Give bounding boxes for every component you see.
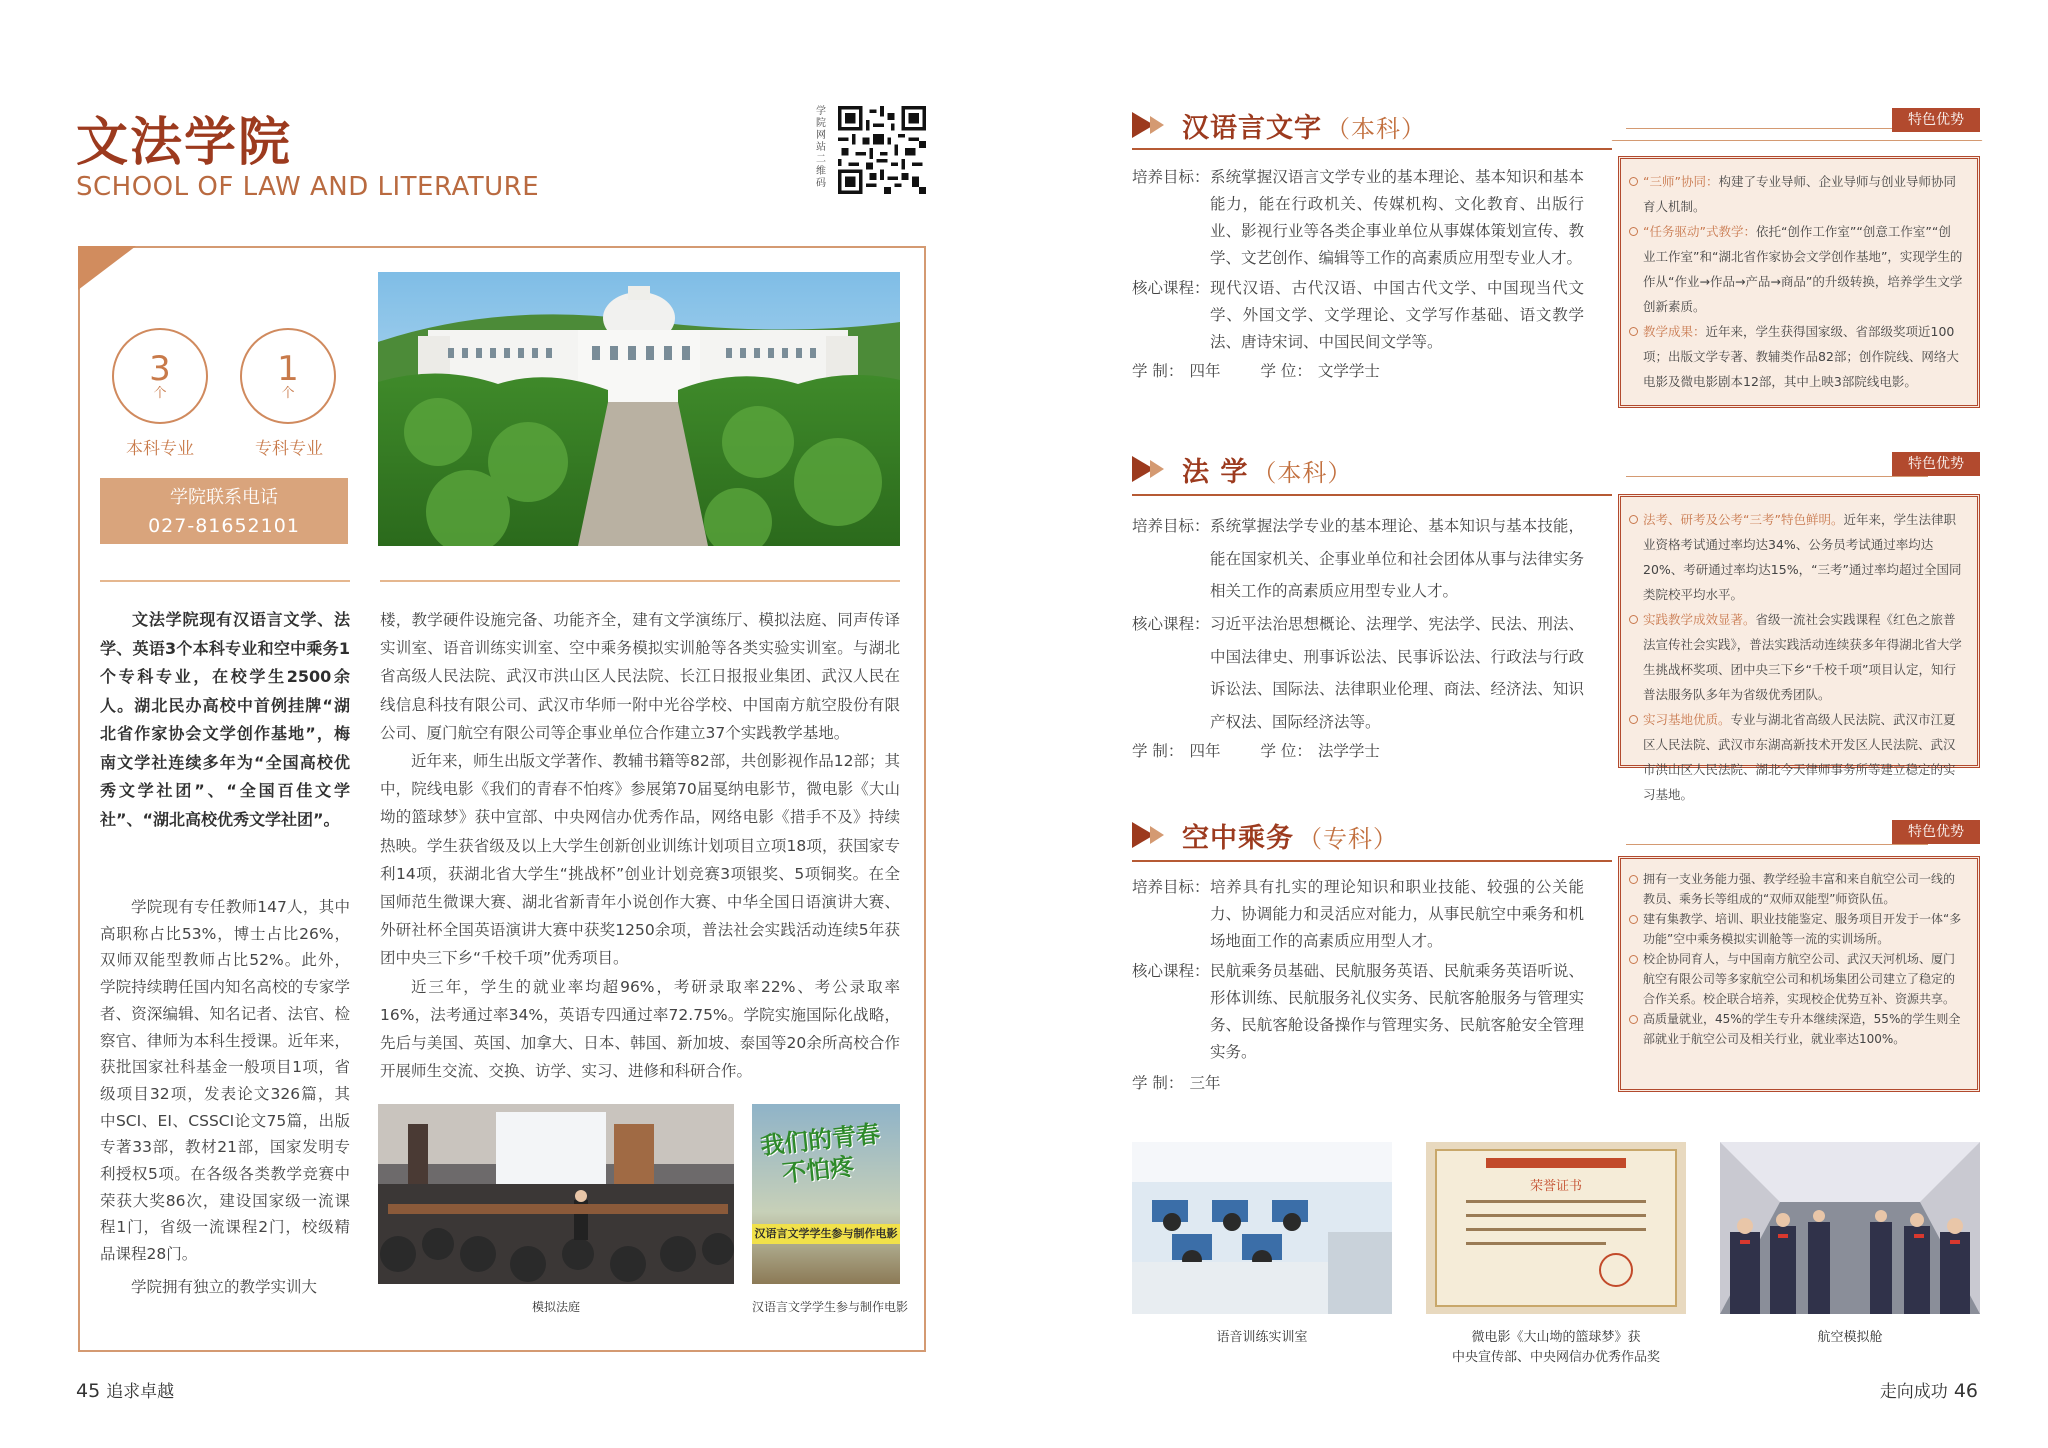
poster-title: 不怕疼 <box>780 1152 856 1188</box>
duration-value: 四年 <box>1189 742 1221 760</box>
row-label: 学 制： <box>1132 362 1184 380</box>
feature-text: 建有集教学、培训、职业技能鉴定、服务项目开发于一体“多功能”空中乘务模拟实训舱等一流的实训场所。 <box>1643 912 1962 946</box>
photo-caption: 语音训练实训室 <box>1216 1330 1308 1345</box>
page-number: 45 <box>76 1380 101 1402</box>
page-title: 文法学院 <box>76 112 293 173</box>
feature-highlight: 实践教学成效显著。 <box>1643 612 1756 627</box>
stat-junior-circle <box>240 328 336 424</box>
bullet-icon <box>1629 615 1638 624</box>
certificate-title: 荣誉证书 <box>1529 1179 1583 1194</box>
divider <box>100 580 350 582</box>
major-type: （专科） <box>1298 825 1398 853</box>
feature-tag: 特色优势 <box>1892 820 1980 844</box>
body-column <box>380 606 900 1085</box>
feature-text: 拥有一支业务能力强、教学经验丰富和来自航空公司一线的教员、乘务长等组成的“双师双能型”师资队伍。 <box>1643 872 1956 906</box>
intro-highlight: 文法学院现有汉语言文学、法学、英语3个本科专业和空中乘务1个专科专业，在校学生2500余人。湖北民办高校中首例挂牌“湖北省作家协会文学创作基地”，梅南文学社连续多年为“全国高校优秀文学社团”、“全国百佳文学社”、“湖北高校优秀文学社团”。 <box>100 610 350 829</box>
page-footer-right <box>1880 1377 1978 1402</box>
bullet-icon <box>1629 955 1638 964</box>
qr-label: 学院网站二维码 <box>816 106 826 189</box>
goal-row <box>1132 164 1584 272</box>
bullet-icon <box>1629 915 1638 924</box>
feature-item <box>1643 319 1963 394</box>
feature-text: 构建了专业导师、企业导师与创业导师协同育人机制。 <box>1643 174 1956 214</box>
cabin-simulator-photo <box>1720 1142 1980 1314</box>
photo-caption: 微电影《大山坳的篮球梦》获 <box>1471 1330 1641 1345</box>
intro-paragraph: 学院现有专任教师147人，其中高职称占比53%，博士占比26%，双师双能型教师占比52%。此外，学院持续聘任国内知名高校的专家学者、资深编辑、知名记者、法官、检察官、律师为本科生授课。近年来，获批国家社科基金一般项目1项，省级项目32项，发表论文326篇，其中SCI、EI、CSSCI论文75篇，出版专著33部，教材21部，国家发明专利授权5项。在各级各类教学竞赛中荣获大奖86次，建设国家级一流课程1门，省级一流课程2门，校级精品课程28门。 <box>100 898 350 1264</box>
duration-degree-row <box>1132 358 1584 385</box>
section-rule-accent <box>1626 844 1928 845</box>
feature-item <box>1643 707 1963 807</box>
major-name: 空中乘务 <box>1182 823 1294 854</box>
row-label: 学 位： <box>1260 362 1312 380</box>
degree-value: 法学学士 <box>1317 742 1380 760</box>
feature-box <box>1618 856 1980 1092</box>
feature-item <box>1643 1009 1963 1049</box>
row-label: 培养目标： <box>1132 878 1210 896</box>
divider <box>380 580 900 582</box>
core-row <box>1132 608 1584 738</box>
body-paragraph: 楼，教学硬件设施完备、功能齐全，建有文学演练厅、模拟法庭、同声传译实训室、语音训练实训室、空中乘务模拟实训舱等各类实验实训室。与湖北省高级人民法院、武汉市洪山区人民法院、长江日报报业集团、武汉人民在线信息科技有限公司、武汉市华师一附中光谷学校、中国南方航空股份有限公司、厦门航空有限公司等企事业单位合作建立37个实践教学基地。 <box>380 611 900 742</box>
feature-highlight: 实习基地优质。 <box>1643 712 1731 727</box>
major-title-chinese <box>1182 106 1426 145</box>
bullet-icon <box>1629 177 1638 186</box>
footer-slogan: 走向成功 <box>1879 1382 1948 1402</box>
photo-caption: 汉语言文学学生参与制作电影 <box>751 1300 908 1314</box>
row-label: 培养目标： <box>1132 517 1210 535</box>
duration-value: 四年 <box>1189 362 1221 380</box>
qr-code[interactable] <box>838 106 926 194</box>
feature-tag: 特色优势 <box>1892 452 1980 476</box>
section-rule-accent <box>1626 476 1928 477</box>
feature-text: 近年来，学生法律职业资格考试通过率均达34%、公务员考试通过率均达20%、考研通过率均达15%，“三考”通过率均超过全国同类院校平均水平。 <box>1643 512 1962 602</box>
section-rule-accent <box>1612 140 1983 141</box>
core-row <box>1132 958 1584 1066</box>
feature-highlight: “三师”协同： <box>1643 174 1719 189</box>
section-marker-icon <box>1150 116 1164 134</box>
duration-value: 三年 <box>1189 1074 1221 1092</box>
bullet-icon <box>1629 875 1638 884</box>
goal-row <box>1132 510 1584 608</box>
goal-row <box>1132 874 1584 955</box>
row-label: 学 位： <box>1260 742 1312 760</box>
language-lab-photo <box>1132 1142 1392 1314</box>
stat-undergrad-circle <box>112 328 208 424</box>
body-paragraph: 近年来，师生出版文学著作、教辅书籍等82部，共创影视作品12部；其中，院线电影《我们的青春不怕疼》参展第70届戛纳电影节，微电影《大山坳的篮球梦》获中宣部、中央网信办优秀作品，网络电影《措手不及》持续热映。学生获省级及以上大学生创新创业训练计划项目立项18项，获国家专利14项，获湖北省大学生“挑战杯”创业计划竞赛3项银奖、5项铜奖。在全国师范生微课大赛、湖北省新青年小说创作大赛、中华全国日语演讲大赛、外研社杯全国英语演讲大赛中获奖1250余项，普法社会实践活动连续5年获团中央三下乡“千校千项”优秀项目。 <box>380 752 900 968</box>
section-rule <box>1132 148 1612 150</box>
stat-value: 3 <box>149 349 171 389</box>
bullet-icon <box>1629 515 1638 524</box>
row-label: 核心课程： <box>1132 615 1210 633</box>
row-label: 学 制： <box>1132 1074 1184 1092</box>
frame-corner-accent <box>78 246 136 290</box>
feature-box <box>1618 156 1980 408</box>
row-label: 核心课程： <box>1132 279 1210 297</box>
feature-box <box>1618 494 1980 802</box>
stat-label: 专科专业 <box>255 439 323 459</box>
feature-highlight: 法考、研考及公考“三考”特色鲜明。 <box>1643 512 1844 527</box>
feature-item <box>1643 169 1963 219</box>
core-text: 民航乘务员基础、民航服务英语、民航乘务英语听说、形体训练、民航服务礼仪实务、民航客舱服务与管理实务、民航客舱设备操作与管理实务、民航客舱安全管理实务。 <box>1210 962 1584 1061</box>
feature-item <box>1643 909 1963 949</box>
page-subtitle: SCHOOL OF LAW AND LITERATURE <box>76 172 540 202</box>
bullet-icon <box>1629 227 1638 236</box>
feature-item <box>1643 949 1963 1009</box>
goal-text: 系统掌握汉语言文学专业的基本理论、基本知识和基本能力，能在行政机关、传媒机构、文化教育、出版行业、影视行业等各类企事业单位从事媒体策划宣传、教学、文艺创作、编辑等工作的高素质应用型专业人才。 <box>1210 168 1584 267</box>
contact-phone-box <box>100 478 348 544</box>
major-name: 汉语言文字 <box>1182 113 1322 144</box>
row-label: 核心课程： <box>1132 962 1210 980</box>
core-row <box>1132 275 1584 356</box>
feature-item <box>1643 869 1963 909</box>
intro-paragraph: 学院拥有独立的教学实训大 <box>131 1277 318 1296</box>
feature-text: 专业与湖北省高级人民法院、武汉市江夏区人民法院、武汉市东湖高新技术开发区人民法院、武汉市洪山区人民法院、湖北今天律师事务所等建立稳定的实习基地。 <box>1643 712 1956 802</box>
section-rule <box>1132 860 1612 862</box>
bullet-icon <box>1629 715 1638 724</box>
bullet-icon <box>1629 327 1638 336</box>
major-title-law <box>1182 450 1352 489</box>
phone-number[interactable]: 027-81652101 <box>148 515 300 537</box>
row-label: 培养目标： <box>1132 168 1210 186</box>
section-marker-icon <box>1150 826 1164 844</box>
intro-body <box>100 894 350 1301</box>
stat-label: 本科专业 <box>126 439 194 459</box>
feature-highlight: 教学成果： <box>1643 324 1706 339</box>
section-rule <box>1132 494 1612 496</box>
stat-unit: 个 <box>153 386 167 401</box>
poster-strip: 汉语言文学学生参与制作电影 <box>752 1224 900 1244</box>
body-paragraph: 近三年，学生的就业率均超96%，考研录取率22%、考公录取率16%，法考通过率34%，英语专四通过率72.75%。学院实施国际化战略，先后与美国、英国、加拿大、日本、韩国、新加坡、泰国等20余所高校合作开展师生交流、交换、访学、实习、进修和科研合作。 <box>380 977 900 1081</box>
feature-text: 近年来，学生获得国家级、省部级奖项近100项；出版文学专著、教辅类作品82部；创作院线、网络大电影及微电影剧本12部，其中上映3部院线电影。 <box>1643 324 1959 389</box>
section-rule-accent <box>1626 128 1928 129</box>
duration-degree-row <box>1132 738 1584 765</box>
photo-caption: 中央宣传部、中央网信办优秀作品奖 <box>1451 1350 1660 1365</box>
photo-caption: 航空模拟舱 <box>1817 1330 1883 1345</box>
feature-text: 高质量就业，45%的学生专升本继续深造，55%的学生则全部就业于航空公司及相关行业，就业率达100%。 <box>1643 1012 1961 1046</box>
page-footer-left <box>76 1377 174 1402</box>
major-type: （本科） <box>1252 459 1353 487</box>
degree-value: 文学学士 <box>1317 362 1380 380</box>
footer-slogan: 追求卓越 <box>106 1382 175 1402</box>
feature-text: 校企协同育人，与中国南方航空公司、武汉天河机场、厦门航空有限公司等多家航空公司和机场集团公司建立了稳定的合作关系。校企联合培养，实现校企优势互补、资源共享。 <box>1643 952 1956 1006</box>
row-label: 学 制： <box>1132 742 1184 760</box>
feature-text: 依托“创作工作室”“创意工作室”“创业工作室”和“湖北省作家协会文学创作基地”，实现学生的作从“作业→作品→产品→商品”的升级转换，培养学生文学创新素质。 <box>1643 224 1963 314</box>
moot-court-photo <box>378 1104 734 1284</box>
bullet-icon <box>1629 1015 1638 1024</box>
page-number: 46 <box>1953 1380 1978 1402</box>
feature-text: 省级一流社会实践课程《红色之旅普法宣传社会实践》，普法实践活动连续获多年得湖北省大学生挑战杯奖项、团中央三下乡“千校千项”项目认定，知行普法服务队多年为省级优秀团队。 <box>1643 612 1962 702</box>
award-certificate-photo <box>1426 1142 1686 1314</box>
major-title-cabin <box>1182 816 1398 855</box>
core-text: 现代汉语、古代汉语、中国古代文学、中国现当代文学、外国文学、文学理论、文学写作基础、语文教学法、唐诗宋词、中国民间文学等。 <box>1210 279 1584 351</box>
poster-title: 我们的青春 <box>759 1119 882 1161</box>
phone-label: 学院联系电话 <box>170 487 278 508</box>
feature-highlight: “任务驱动”式教学： <box>1643 224 1756 239</box>
duration-row <box>1132 1070 1584 1097</box>
photo-caption: 模拟法庭 <box>531 1300 580 1314</box>
stat-value: 1 <box>277 349 299 389</box>
feature-item <box>1643 219 1963 319</box>
feature-tag: 特色优势 <box>1892 108 1980 132</box>
stat-unit: 个 <box>281 386 295 401</box>
feature-item <box>1643 507 1963 607</box>
core-text: 习近平法治思想概论、法理学、宪法学、民法、刑法、中国法律史、刑事诉讼法、民事诉讼法、行政法与行政诉讼法、国际法、法律职业伦理、商法、经济法、知识产权法、国际经济法等。 <box>1210 615 1584 731</box>
goal-text: 系统掌握法学专业的基本理论、基本知识与基本技能，能在国家机关、企事业单位和社会团体从事与法律实务相关工作的高素质应用型专业人才。 <box>1210 517 1584 600</box>
movie-poster <box>752 1104 900 1284</box>
major-name: 法 学 <box>1182 457 1249 488</box>
goal-text: 培养具有扎实的理论知识和职业技能、较强的公关能力、协调能力和灵活应对能力，从事民航空中乘务和机场地面工作的高素质应用型人才。 <box>1210 878 1584 950</box>
campus-building-photo <box>378 272 900 546</box>
feature-item <box>1643 607 1963 707</box>
major-type: （本科） <box>1326 115 1426 143</box>
section-marker-icon <box>1150 460 1164 478</box>
